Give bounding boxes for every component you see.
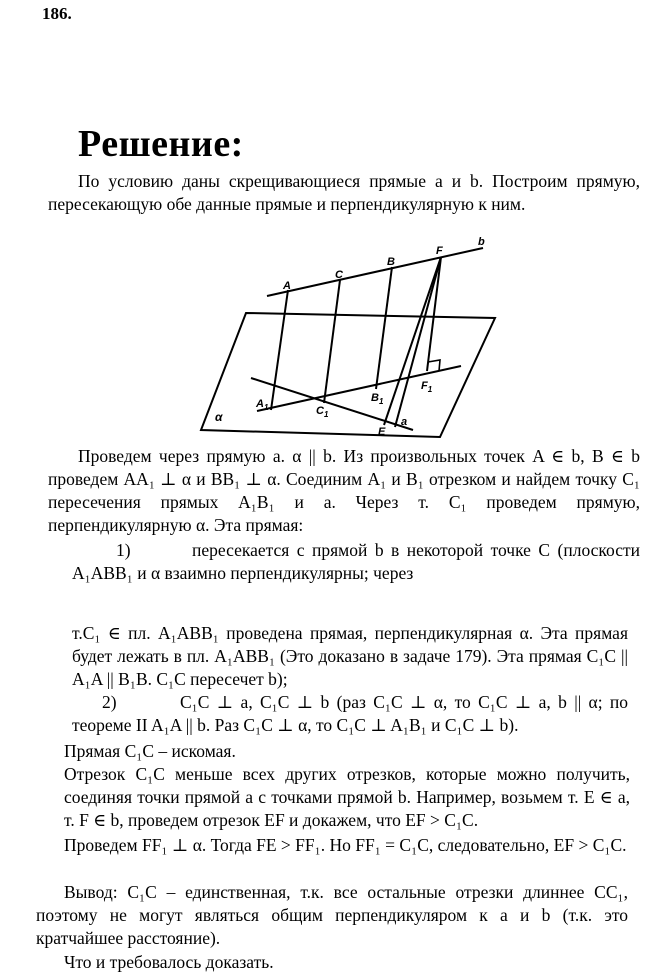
label-c-point: C [335, 269, 343, 281]
page-title: Решение: [78, 123, 244, 165]
label-a1-point: $A_1$ [256, 398, 269, 412]
geometry-figure [195, 230, 510, 445]
label-c1-point: $C_1$ [316, 405, 329, 419]
line-b [267, 248, 483, 296]
segment-fe [395, 257, 441, 427]
plane-alpha [201, 313, 495, 437]
list-item-2-number: 2) [102, 692, 117, 712]
label-b-line: b [478, 236, 485, 248]
list-item-1-number: 1) [116, 540, 131, 560]
paragraph-result: Вывод: C₁C – единственная, т.к. все остальные отрезки длиннее CC₁, поэтому не могут являться общим перпендикуляром к a и b (т.к. это кратчайшее расстояние). [36, 882, 628, 948]
label-a-point: A [283, 280, 291, 292]
paragraph-intro: По условию даны скрещивающиеся прямые a и b. Построим прямую, пересекающую обе данные прямые и перпендикулярную к ним. [48, 171, 640, 214]
right-angle-mark [428, 360, 440, 371]
label-a-line: a [401, 416, 408, 428]
list-item-2: C₁C ⊥ a, C₁C ⊥ b (раз C₁C ⊥ α, то C₁C ⊥ a, b || α; по теореме II A₁A || b. Раз C₁C ⊥ α, то C₁C ⊥ A₁B₁ и C₁C ⊥ b). [72, 692, 628, 735]
label-b-point: B [387, 256, 395, 268]
label-b1-point: $B_1$ [371, 392, 384, 406]
paragraph-conclusion: Прямая C₁C – искомая. [64, 741, 236, 761]
segment-aa1 [271, 290, 288, 410]
paragraph-proof: Проведем FF₁ ⊥ α. Тогда FE > FF₁. Но FF₁ = C₁C, следовательно, EF > C₁C. [64, 835, 627, 855]
segment-bb1 [376, 267, 392, 389]
label-f1-point: $F_1$ [421, 380, 433, 394]
label-f-point: F [436, 245, 443, 257]
label-e-point: E [378, 426, 386, 438]
list-item-1: пересекается с прямой b в некоторой точке C (плоскости A₁ABB₁ и α взаимно перпендикулярны; через [72, 540, 640, 583]
paragraph-qed: Что и требовалось доказать. [64, 952, 274, 972]
paragraph-shortest: Отрезок C₁C меньше всех других отрезков, которые можно получить, соединяя точки прямой a с точками прямой b. Например, возьмем т. E ∈ a, т. F ∈ b, проведем отрезок EF и докажем, что EF > C₁C. [64, 764, 630, 830]
label-alpha-plane: α [215, 410, 223, 424]
problem-number: 186. [42, 4, 72, 23]
segment-cc1 [324, 280, 340, 403]
segment-ff1 [427, 257, 441, 371]
paragraph-construction: Проведем через прямую a. α || b. Из произвольных точек A ∈ b, B ∈ b проведем AA₁ ⊥ α и BB₁ ⊥ α. Соединим A₁ и B₁ отрезком и найдем точку C₁ пересечения прямых A₁B₁ и a. Через т. C₁ проведем прямую, перпендикулярную α. Эта прямая: [48, 446, 640, 535]
list-item-1-continued: т.C₁ ∈ пл. A₁ABB₁ проведена прямая, перпендикулярная α. Эта прямая будет лежать в пл. A₁ABB₁ (Это доказано в задаче 179). Эта прямая C₁C || A₁A || B₁B. C₁C пересечет b); [72, 623, 628, 689]
auxiliary-line [384, 257, 441, 425]
